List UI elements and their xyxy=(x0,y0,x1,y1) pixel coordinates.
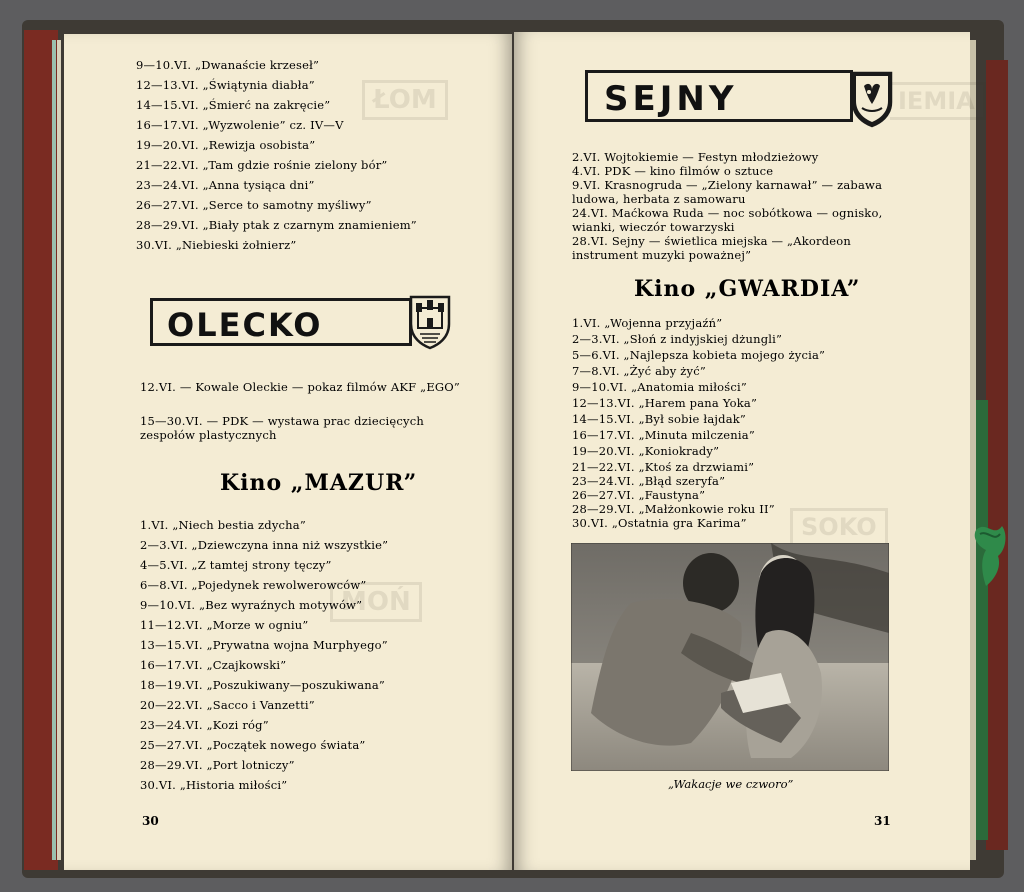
list-item: 19—20.VI. „Rewizja osobista” xyxy=(136,138,316,152)
event-item: 28.VI. Sejny — świetlica miejska — „Akordeon instrument muzyki poważnej” xyxy=(572,234,852,262)
kino-heading-gwardia: Kino „GWARDIA” xyxy=(634,276,861,302)
event-item: 2.VI. Wojtokiemie — Festyn młodzieżowy xyxy=(572,150,819,164)
list-item: 19—20.VI. „Koniokrady” xyxy=(572,444,720,458)
list-item: 30.VI. „Ostatnia gra Karima” xyxy=(572,516,747,530)
list-item: 16—17.VI. „Wyzwolenie” cz. IV—V xyxy=(136,118,344,132)
town-heading-sejny: SEJNY xyxy=(585,70,853,122)
event-item: 24.VI. Maćkowa Ruda — noc sobótkowa — ognisko, wianki, wieczór towarzyski xyxy=(572,206,883,234)
list-item: 18—19.VI. „Poszukiwany—poszukiwana” xyxy=(140,678,385,692)
list-item: 16—17.VI. „Minuta milczenia” xyxy=(572,428,755,442)
list-item: 25—27.VI. „Początek nowego świata” xyxy=(140,738,366,752)
list-item: 28—29.VI. „Biały ptak z czarnym znamieniem” xyxy=(136,218,417,232)
list-item: 26—27.VI. „Serce to samotny myśliwy” xyxy=(136,198,372,212)
sejny-coat-of-arms-icon xyxy=(850,70,894,128)
list-item: 2—3.VI. „Dziewczyna inna niż wszystkie” xyxy=(140,538,389,552)
list-item: 14—15.VI. „Był sobie łajdak” xyxy=(572,412,747,426)
event-item: 4.VI. PDK — kino filmów o sztuce xyxy=(572,164,774,178)
list-item: 28—29.VI. „Port lotniczy” xyxy=(140,758,295,772)
list-item: 11—12.VI. „Morze w ogniu” xyxy=(140,618,309,632)
list-item: 1.VI. „Wojenna przyjaźń” xyxy=(572,316,723,330)
show-through-mark: ŁOM xyxy=(362,80,448,120)
list-item: 28—29.VI. „Małżonkowie roku II” xyxy=(572,502,775,516)
list-item: 9—10.VI. „Dwanaście krzeseł” xyxy=(136,58,320,72)
list-item: 20—22.VI. „Sacco i Vanzetti” xyxy=(140,698,315,712)
list-item: 12—13.VI. „Harem pana Yoka” xyxy=(572,396,758,410)
photo-caption: „Wakacje we czworo” xyxy=(668,777,794,791)
kino-heading-mazur: Kino „MAZUR” xyxy=(220,470,418,496)
list-item: 6—8.VI. „Pojedynek rewolwerowców” xyxy=(140,578,367,592)
list-item: 4—5.VI. „Z tamtej strony tęczy” xyxy=(140,558,332,572)
list-item: 23—24.VI. „Błąd szeryfa” xyxy=(572,474,726,488)
list-item: 1.VI. „Niech bestia zdycha” xyxy=(140,518,306,532)
list-item: 9—10.VI. „Anatomia miłości” xyxy=(572,380,747,394)
film-still-photo xyxy=(571,543,889,771)
show-through-mark: IEMIA xyxy=(890,82,986,120)
event-item: 15—30.VI. — PDK — wystawa prac dziecięcych zespołów plastycznych xyxy=(140,414,424,442)
olecko-coat-of-arms-icon xyxy=(408,294,452,350)
list-item: 14—15.VI. „Śmierć na zakręcie” xyxy=(136,98,331,112)
list-item: 21—22.VI. „Ktoś za drzwiami” xyxy=(572,460,755,474)
list-item: 13—15.VI. „Prywatna wojna Murphyego” xyxy=(140,638,388,652)
page-edge-strip xyxy=(57,40,61,860)
list-item: 9—10.VI. „Bez wyraźnych motywów” xyxy=(140,598,363,612)
event-item: 9.VI. Krasnogruda — „Zielony karnawał” — zabawa ludowa, herbata z samowaru xyxy=(572,178,883,206)
ribbon-bookmark-icon xyxy=(972,520,1012,590)
page-edge-strip xyxy=(970,40,976,860)
town-heading-olecko: OLECKO xyxy=(150,298,412,346)
list-item: 23—24.VI. „Kozi róg” xyxy=(140,718,269,732)
list-item: 12—13.VI. „Świątynia diabła” xyxy=(136,78,315,92)
list-item: 7—8.VI. „Żyć aby żyć” xyxy=(572,364,706,378)
list-item: 26—27.VI. „Faustyna” xyxy=(572,488,706,502)
show-through-mark: MOŃ xyxy=(330,582,422,622)
page-number-left: 30 xyxy=(142,814,159,828)
list-item: 16—17.VI. „Czajkowski” xyxy=(140,658,287,672)
event-item: 12.VI. — Kowale Oleckie — pokaz filmów AKF „EGO” xyxy=(140,380,461,394)
list-item: 2—3.VI. „Słoń z indyjskiej dżungli” xyxy=(572,332,783,346)
show-through-mark: SOKO xyxy=(790,508,888,546)
cover-edge-right xyxy=(986,60,1008,850)
list-item: 5—6.VI. „Najlepsza kobieta mojego życia” xyxy=(572,348,826,362)
list-item: 23—24.VI. „Anna tysiąca dni” xyxy=(136,178,315,192)
list-item: 30.VI. „Niebieski żołnierz” xyxy=(136,238,297,252)
list-item: 30.VI. „Historia miłości” xyxy=(140,778,288,792)
page-number-right: 31 xyxy=(874,814,891,828)
list-item: 21—22.VI. „Tam gdzie rośnie zielony bór” xyxy=(136,158,388,172)
page-edge-strip xyxy=(52,40,56,860)
